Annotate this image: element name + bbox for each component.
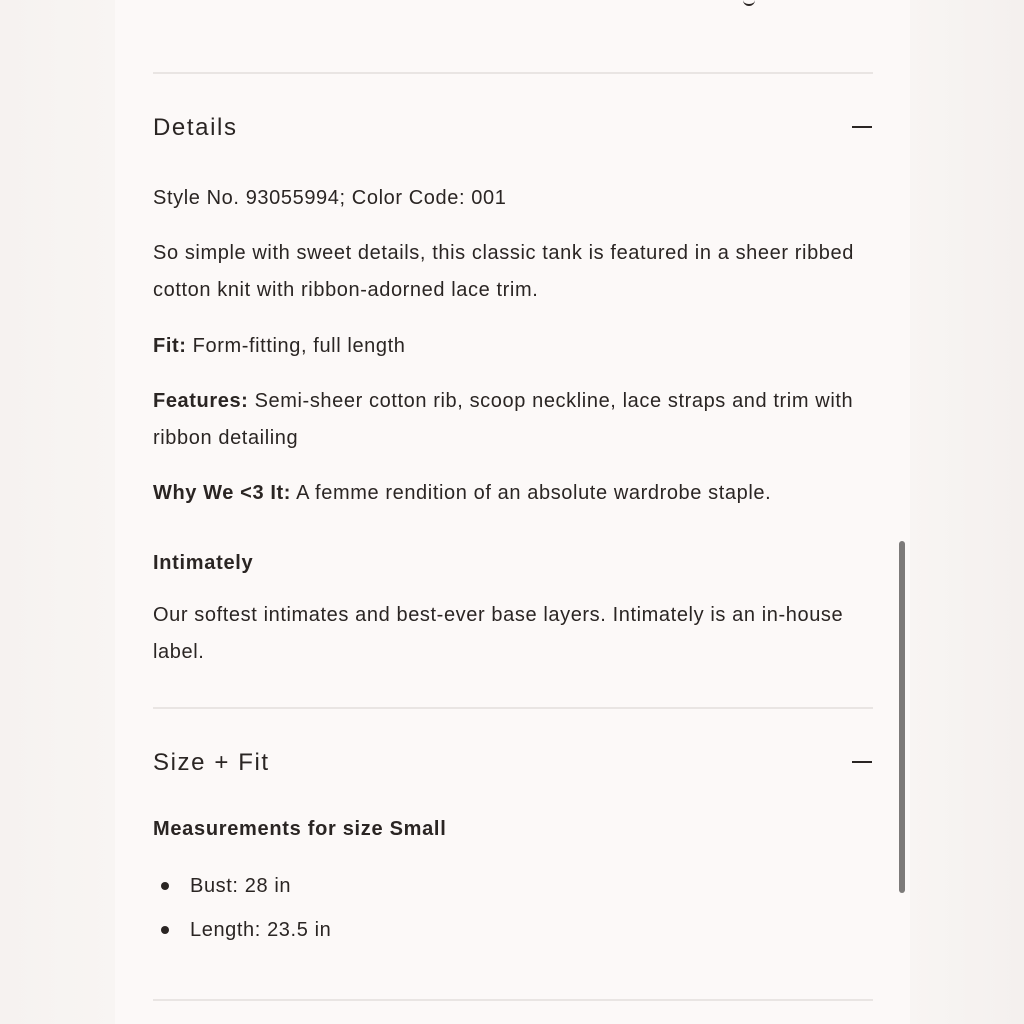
size-fit-section-title[interactable]: Size + Fit bbox=[153, 749, 270, 776]
measurement-bust: Bust: 28 in bbox=[190, 875, 292, 897]
features-line bbox=[153, 383, 878, 457]
section-divider bbox=[153, 707, 873, 709]
fit-value: Form-fitting, full length bbox=[186, 335, 406, 357]
why-label: Why We <3 It: bbox=[153, 482, 292, 504]
details-section-title[interactable]: Details bbox=[153, 114, 238, 141]
section-divider bbox=[153, 72, 873, 74]
size-fit-collapse-button[interactable] bbox=[850, 750, 874, 774]
bullet-icon bbox=[161, 882, 169, 890]
clipped-text-fragment bbox=[743, 0, 755, 6]
features-label: Features: bbox=[153, 390, 249, 412]
product-details-panel bbox=[115, 0, 910, 1024]
fit-label: Fit: bbox=[153, 335, 187, 357]
list-item bbox=[153, 916, 331, 960]
product-description: So simple with sweet details, this classic tank is featured in a sheer ribbed cotton knit with ribbon-adorned lace trim. bbox=[153, 242, 854, 301]
minus-icon bbox=[852, 761, 872, 763]
scrollbar-thumb[interactable] bbox=[899, 541, 905, 893]
bullet-icon bbox=[161, 926, 169, 934]
why-value: A femme rendition of an absolute wardrobe staple. bbox=[291, 482, 772, 504]
features-value: Semi-sheer cotton rib, scoop neckline, lace straps and trim with ribbon detailing bbox=[153, 390, 854, 449]
style-number-line: Style No. 93055994; Color Code: 001 bbox=[153, 187, 507, 209]
section-divider bbox=[153, 999, 873, 1001]
list-item bbox=[153, 872, 331, 916]
fit-line bbox=[153, 328, 878, 365]
measurement-length: Length: 23.5 in bbox=[190, 919, 332, 941]
brand-heading: Intimately bbox=[153, 552, 254, 574]
measurements-heading: Measurements for size Small bbox=[153, 818, 447, 840]
measurements-list bbox=[153, 872, 331, 960]
brand-description: Our softest intimates and best-ever base layers. Intimately is an in-house label. bbox=[153, 604, 844, 663]
why-line bbox=[153, 475, 878, 512]
minus-icon bbox=[852, 126, 872, 128]
details-collapse-button[interactable] bbox=[850, 115, 874, 139]
